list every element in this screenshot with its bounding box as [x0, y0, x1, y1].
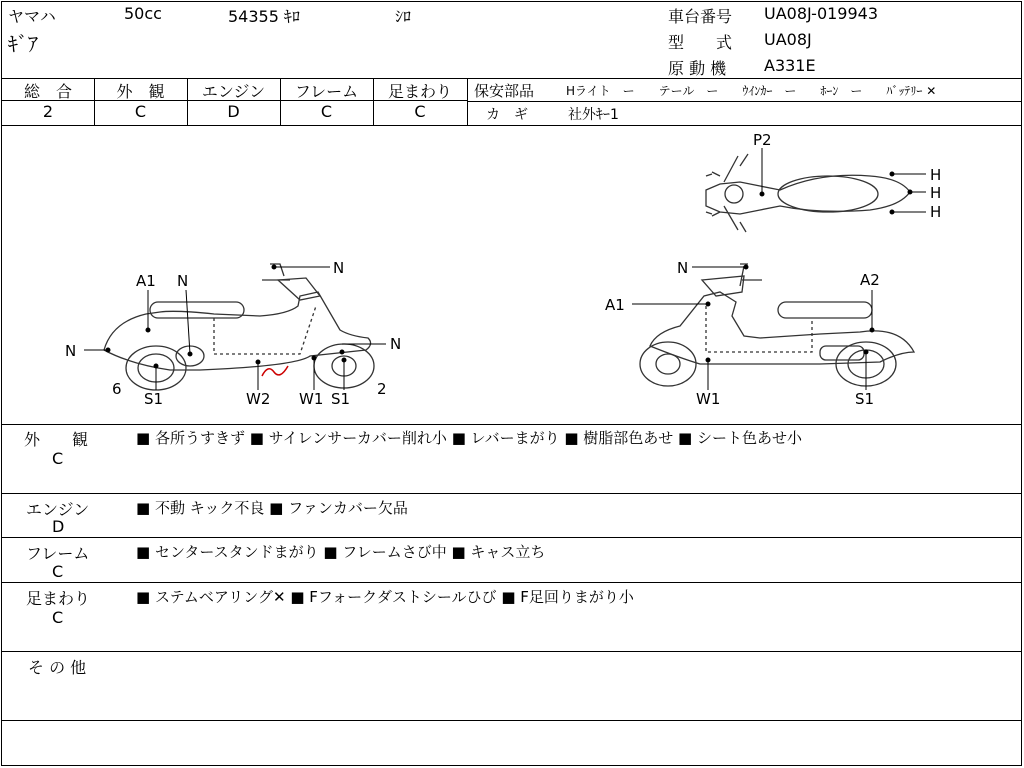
frame-grade-label: フレーム [294, 82, 359, 101]
label-n-front: N [390, 335, 402, 353]
frame-section-grade: C [52, 562, 64, 581]
mileage: 54355 ｷﾛ [228, 7, 300, 26]
rule [2, 720, 1022, 721]
rule [467, 78, 468, 125]
model-name: ｷﾞｱ [8, 32, 38, 56]
label-s1-rear: S1 [144, 390, 164, 408]
displacement: 50cc [124, 4, 162, 23]
rule [2, 582, 1022, 583]
label-a1-left: A1 [136, 272, 156, 290]
rule [2, 537, 1022, 538]
key-value: 社外ｷｰ1 [568, 107, 619, 123]
maker: ヤマハ [8, 7, 56, 26]
label-6: 6 [112, 380, 122, 398]
frame-no-label: 車台番号 [668, 7, 733, 26]
label-n-rear: N [65, 342, 77, 360]
rule [2, 651, 1022, 652]
other-section-label: そ の 他 [28, 658, 87, 677]
exterior-grade: C [134, 102, 147, 121]
label-n-seat: N [177, 272, 189, 290]
suspension-section-grade: C [52, 608, 64, 627]
engine-grade: D [227, 102, 240, 121]
engine-notes: ■ 不動 キック不良 ■ ファンカバー欠品 [136, 499, 408, 517]
engine-label: 原 動 機 [668, 59, 727, 78]
frame-no: UA08J-019943 [764, 4, 879, 23]
engine-section-grade: D [52, 517, 65, 536]
label-a1-right: A1 [605, 296, 625, 314]
label-n-handle: N [333, 259, 345, 277]
label-h2: H [930, 184, 942, 202]
label-h3: H [930, 203, 942, 221]
key-label: カ ギ [486, 107, 528, 123]
engine-section-label: エンジン [26, 500, 90, 519]
suspension-grade: C [414, 102, 426, 121]
suspension-grade-label: 足まわり [387, 82, 452, 101]
frame-grade: C [320, 102, 333, 121]
body-color: ｼﾛ [395, 7, 412, 26]
safety-items: Hライト ー テール ー ｳｲﾝｶｰ ー ﾎｰﾝ ー ﾊﾞｯﾃﾘｰ ✕ [566, 84, 937, 98]
label-h1: H [930, 166, 942, 184]
frame-section-label: フレーム [26, 544, 90, 563]
exterior-section-label: 外 観 [24, 430, 89, 449]
total-label: 総 合 [23, 82, 72, 101]
label-w1-left: W1 [299, 390, 324, 408]
label-2: 2 [377, 380, 387, 398]
label-p2: P2 [753, 131, 772, 149]
engine-grade-label: エンジン [201, 82, 266, 101]
engine-value: A331E [764, 56, 816, 75]
exterior-section-grade: C [52, 449, 64, 468]
label-s1-right: S1 [855, 390, 875, 408]
label-a2: A2 [860, 271, 880, 289]
label-w2: W2 [246, 390, 271, 408]
safety-label: 保安部品 [474, 82, 535, 100]
exterior-notes: ■ 各所うすきず ■ サイレンサーカバー削れ小 ■ レバーまがり ■ 樹脂部色あせ ■ シート色あせ小 [136, 429, 803, 447]
label-w1-right: W1 [696, 390, 721, 408]
exterior-label: 外 観 [116, 82, 165, 101]
frame-notes: ■ センタースタンドまがり ■ フレームさび中 ■ キャス立ち [136, 543, 546, 561]
type-label: 型 式 [668, 33, 733, 52]
label-s1-front: S1 [331, 390, 351, 408]
rule [2, 424, 1022, 425]
label-n-right: N [677, 259, 689, 277]
rule [2, 493, 1022, 494]
suspension-section-label: 足まわり [26, 589, 91, 608]
suspension-notes: ■ ステムベアリング✕ ■ Fフォークダストシールひび ■ F足回りまがり小 [136, 588, 634, 606]
rule [467, 101, 1022, 102]
total-grade: 2 [42, 102, 54, 121]
type-value: UA08J [764, 30, 812, 49]
